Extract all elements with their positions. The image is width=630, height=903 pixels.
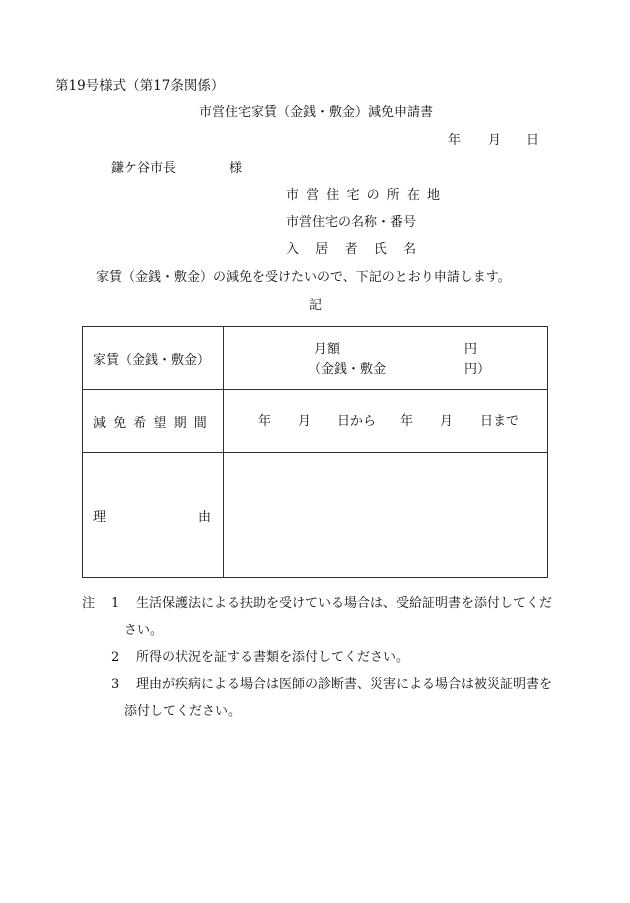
ki-label: 記 — [309, 298, 323, 313]
reason-value-cell[interactable] — [224, 453, 548, 578]
note-1-text: 生活保護法による扶助を受けている場合は、受給証明書を添付してくだ — [136, 596, 553, 611]
date-day-label: 日 — [526, 133, 540, 148]
notes-label: 注 — [82, 596, 96, 611]
rent-value-cell[interactable] — [224, 327, 548, 390]
note-2-number: 2 — [111, 650, 120, 665]
form-title: 市営住宅家賃（金銭・敷金）減免申請書 — [199, 105, 434, 120]
form-number: 第19号様式（第17条関係） — [55, 78, 225, 94]
rent-label: 家賃（金銭・敷金） — [93, 352, 211, 368]
deposit-label: （金銭・敷金 — [308, 362, 387, 377]
monthly-label: 月額 — [314, 342, 341, 357]
note-1-number: 1 — [111, 596, 120, 611]
rent-row — [83, 327, 548, 390]
period-from-day: 日から — [337, 414, 377, 429]
period-value-cell[interactable] — [224, 390, 548, 453]
reason-label-cell — [83, 453, 224, 578]
period-to-month: 月 — [440, 414, 454, 429]
period-to-year: 年 — [400, 414, 414, 429]
application-table — [82, 326, 548, 578]
date-month-label: 月 — [488, 133, 502, 148]
note-2-text: 所得の状況を証する書類を添付してください。 — [136, 650, 410, 665]
resident-label: 入居者氏名 — [286, 242, 433, 257]
note-3-number: 3 — [111, 677, 120, 692]
period-from-month: 月 — [298, 414, 312, 429]
period-to-day: 日まで — [480, 414, 520, 429]
reason-label-first: 理 — [93, 509, 107, 525]
deposit-yen: 円） — [464, 362, 491, 377]
date-year-label: 年 — [448, 133, 462, 148]
rent-label-cell — [83, 327, 224, 390]
note-3-continuation: 添付してください。 — [124, 704, 242, 719]
monthly-yen: 円 — [464, 342, 478, 357]
name-number-label: 市営住宅の名称・番号 — [286, 215, 417, 230]
intro-text: 家賃（金銭・敷金）の減免を受けたいので、下記のとおり申請します。 — [96, 270, 511, 285]
note-1-continuation: さい。 — [124, 623, 164, 638]
reason-label-second: 由 — [197, 509, 211, 525]
addressee-name: 鎌ケ谷市長 — [111, 161, 177, 176]
period-label-cell — [83, 390, 224, 453]
period-label: 減免希望期間 — [93, 415, 214, 431]
period-row — [83, 390, 548, 453]
period-from-year: 年 — [258, 414, 272, 429]
addressee-honorific: 様 — [229, 161, 243, 176]
location-label: 市営住宅の所在地 — [286, 188, 448, 203]
note-3-text: 理由が疾病による場合は医師の診断書、災害による場合は被災証明書を — [136, 677, 553, 692]
reason-row — [83, 453, 548, 578]
